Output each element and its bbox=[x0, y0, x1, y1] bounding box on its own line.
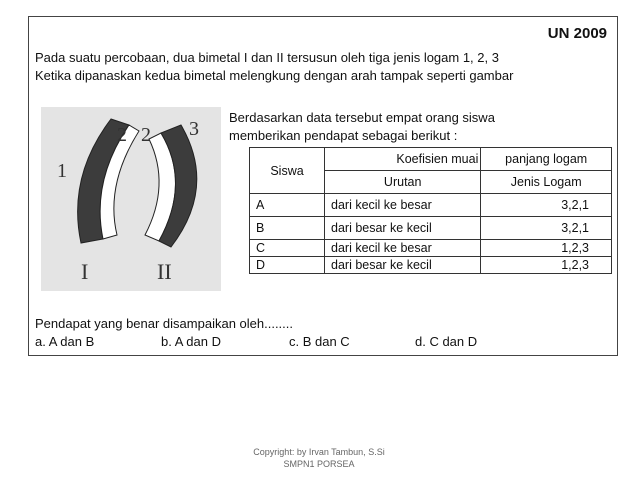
row-urutan: dari kecil ke besar bbox=[325, 240, 481, 257]
bimetal-drawing bbox=[41, 107, 221, 291]
option-a[interactable]: a. A dan B bbox=[35, 334, 95, 349]
table-row bbox=[250, 240, 612, 257]
header-panjang: panjang logam bbox=[481, 148, 612, 171]
table-row bbox=[250, 257, 612, 274]
intro-text bbox=[35, 49, 513, 85]
row-jenis: 3,2,1 bbox=[481, 217, 612, 240]
header-siswa: Siswa bbox=[250, 148, 325, 194]
description-line-1: Berdasarkan data tersebut empat orang siswa bbox=[229, 110, 495, 125]
table-row bbox=[250, 217, 612, 240]
row-jenis: 3,2,1 bbox=[481, 194, 612, 217]
bimetal-2-label-2: 2 bbox=[141, 124, 151, 146]
question-card bbox=[28, 16, 618, 356]
exam-year: UN 2009 bbox=[547, 25, 607, 42]
copyright-line-1: Copyright: by Irvan Tambun, S.Si bbox=[253, 447, 385, 457]
intro-line-1: Pada suatu percobaan, dua bimetal I dan II tersusun oleh tiga jenis logam 1, 2, 3 bbox=[35, 50, 499, 65]
answer-options bbox=[35, 333, 477, 351]
row-urutan: dari kecil ke besar bbox=[325, 194, 481, 217]
header-jenis: Jenis Logam bbox=[481, 171, 612, 194]
question-block bbox=[35, 315, 477, 351]
intro-line-2: Ketika dipanaskan kedua bimetal melengkung dengan arah tampak seperti gambar bbox=[35, 68, 514, 83]
row-urutan: dari besar ke kecil bbox=[325, 217, 481, 240]
table-header-row-1 bbox=[250, 148, 612, 171]
bimetal-2-label-3: 3 bbox=[189, 118, 199, 140]
description-text bbox=[229, 109, 495, 145]
row-jenis: 1,2,3 bbox=[481, 257, 612, 274]
row-siswa: A bbox=[250, 194, 325, 217]
header-koefisien: Koefisien muai bbox=[325, 148, 481, 171]
description-line-2: memberikan pendapat sebagai berikut : bbox=[229, 128, 458, 143]
header-urutan: Urutan bbox=[325, 171, 481, 194]
option-d[interactable]: d. C dan D bbox=[415, 334, 478, 349]
row-urutan: dari besar ke kecil bbox=[325, 257, 481, 274]
bimetal-1-caption: I bbox=[81, 259, 89, 284]
opinions-table bbox=[249, 147, 612, 274]
row-siswa: D bbox=[250, 257, 325, 274]
question-text: Pendapat yang benar disampaikan oleh........ bbox=[35, 316, 294, 331]
bimetal-1-label-2: 2 bbox=[117, 124, 127, 146]
bimetal-figure bbox=[41, 107, 221, 291]
copyright-footer bbox=[0, 446, 638, 470]
table-row bbox=[250, 194, 612, 217]
option-b[interactable]: b. A dan D bbox=[161, 334, 221, 349]
row-siswa: B bbox=[250, 217, 325, 240]
bimetal-1-label-1: 1 bbox=[57, 160, 67, 182]
copyright-line-2: SMPN1 PORSEA bbox=[283, 459, 355, 469]
option-c[interactable]: c. B dan C bbox=[289, 334, 350, 349]
bimetal-2-caption: II bbox=[157, 259, 172, 284]
row-siswa: C bbox=[250, 240, 325, 257]
row-jenis: 1,2,3 bbox=[481, 240, 612, 257]
